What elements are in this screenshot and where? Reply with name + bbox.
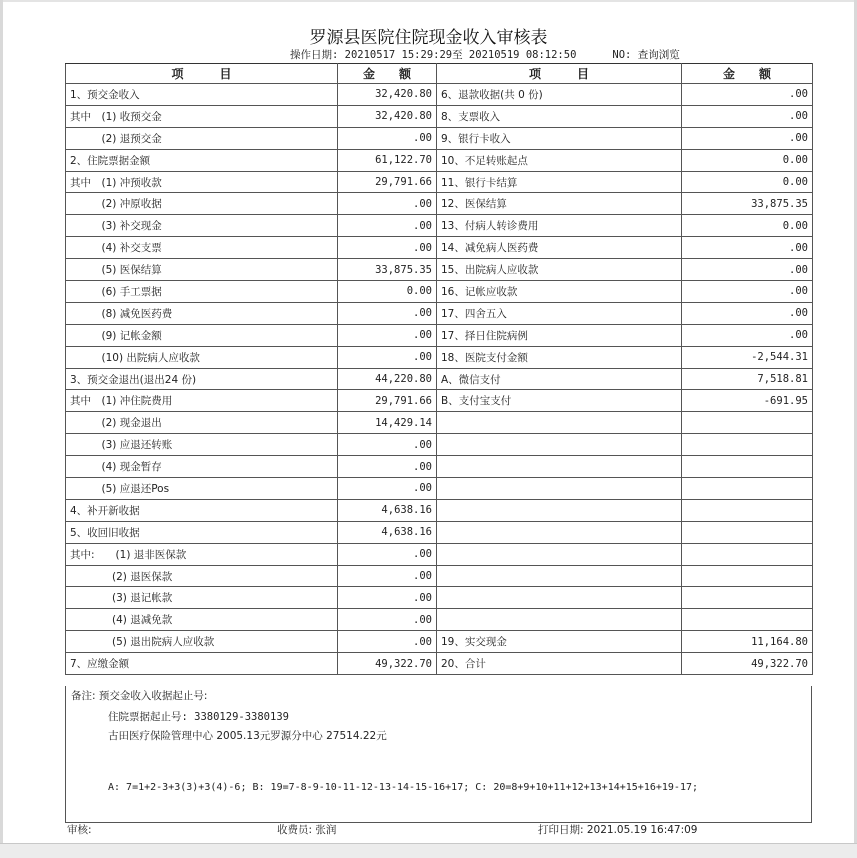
amount-right: .00 [682,84,813,106]
amount-left: 49,322.70 [338,653,437,675]
item-right: 17、择日住院病例 [437,324,682,346]
footer-print-date: 打印日期: 2021.05.19 16:47:09 [538,824,698,836]
table-row [66,193,813,215]
table-row [66,631,813,653]
amount-left: 4,638.16 [338,521,437,543]
table-row [66,149,813,171]
item-right [437,521,682,543]
amount-right [682,456,813,478]
amount-right [682,521,813,543]
amount-left: 32,420.80 [338,105,437,127]
table-row [66,302,813,324]
amount-left: 44,220.80 [338,368,437,390]
item-right [437,609,682,631]
item-right [437,543,682,565]
table-row [66,368,813,390]
viewer-status-bar [0,843,857,858]
table-row [66,84,813,106]
item-right: 9、银行卡收入 [437,127,682,149]
amount-right [682,499,813,521]
remarks-receipt-range: 备注: 预交金收入收据起止号: [71,690,208,702]
amount-right [682,412,813,434]
amount-left: .00 [338,587,437,609]
amount-right [682,609,813,631]
amount-left: .00 [338,215,437,237]
table-row [66,609,813,631]
remarks-invoice-range: 住院票据起止号: 3380129-3380139 [108,711,289,723]
item-right [437,456,682,478]
audit-table [65,63,813,675]
amount-left: .00 [338,346,437,368]
item-right: 8、支票收入 [437,105,682,127]
item-left: 其中: (1) 退非医保款 [66,543,338,565]
table-row [66,127,813,149]
amount-right: 11,164.80 [682,631,813,653]
amount-left: .00 [338,127,437,149]
table-row [66,171,813,193]
amount-right [682,543,813,565]
item-left: (4) 补交支票 [66,237,338,259]
amount-right [682,565,813,587]
item-right: 12、医保结算 [437,193,682,215]
item-left: 2、住院票据金额 [66,149,338,171]
amount-right: 0.00 [682,215,813,237]
amount-left: .00 [338,631,437,653]
item-right: 15、出院病人应收款 [437,259,682,281]
amount-right: .00 [682,127,813,149]
report-title: 罗源县医院住院现金收入审核表 [309,28,548,48]
report-subheader [290,47,680,62]
amount-left: .00 [338,434,437,456]
amount-left: .00 [338,193,437,215]
amount-left: 32,420.80 [338,84,437,106]
table-row [66,521,813,543]
item-right: 13、付病人转诊费用 [437,215,682,237]
item-right [437,412,682,434]
item-right: 14、减免病人医药费 [437,237,682,259]
audit-table-body [66,64,813,675]
amount-right: 7,518.81 [682,368,813,390]
amount-left: .00 [338,543,437,565]
amount-left: 0.00 [338,281,437,303]
table-row [66,565,813,587]
amount-left: 4,638.16 [338,499,437,521]
footer-cashier: 收费员: 张润 [277,824,337,836]
item-left: (2) 现金退出 [66,412,338,434]
table-row [66,259,813,281]
item-left: (2) 退预交金 [66,127,338,149]
item-right: A、微信支付 [437,368,682,390]
amount-left: 29,791.66 [338,390,437,412]
header-amount-right: 金 额 [682,64,813,84]
item-right: 20、合计 [437,653,682,675]
table-row [66,478,813,500]
amount-right: -2,544.31 [682,346,813,368]
amount-left: .00 [338,324,437,346]
item-left: (8) 减免医药费 [66,302,338,324]
item-left: (2) 退医保款 [66,565,338,587]
item-left: (3) 应退还转账 [66,434,338,456]
item-left: 3、预交金退出(退出24 份) [66,368,338,390]
table-row [66,543,813,565]
item-left: (5) 应退还Pos [66,478,338,500]
item-left: 其中 (1) 冲住院费用 [66,390,338,412]
item-right: 18、医院支付金额 [437,346,682,368]
item-left: (6) 手工票据 [66,281,338,303]
item-left: (4) 现金暂存 [66,456,338,478]
amount-right: .00 [682,237,813,259]
remarks-section [65,686,812,823]
amount-right: .00 [682,302,813,324]
amount-left: .00 [338,609,437,631]
amount-left: .00 [338,456,437,478]
amount-right: .00 [682,281,813,303]
amount-left: .00 [338,302,437,324]
table-row [66,499,813,521]
item-right [437,587,682,609]
item-left: 1、预交金收入 [66,84,338,106]
amount-right [682,587,813,609]
item-left: (2) 冲原收据 [66,193,338,215]
amount-right [682,434,813,456]
amount-left: 33,875.35 [338,259,437,281]
item-left: (9) 记帐金额 [66,324,338,346]
item-right: 6、退款收据(共 0 份) [437,84,682,106]
table-row [66,215,813,237]
item-left: (10) 出院病人应收款 [66,346,338,368]
item-left: 其中 (1) 冲预收款 [66,171,338,193]
amount-left: .00 [338,237,437,259]
table-row [66,105,813,127]
table-row [66,412,813,434]
table-row [66,281,813,303]
amount-right: 0.00 [682,171,813,193]
item-right: 19、实交现金 [437,631,682,653]
item-right: 11、银行卡结算 [437,171,682,193]
item-right: 17、四舍五入 [437,302,682,324]
table-row [66,653,813,675]
amount-right: 0.00 [682,149,813,171]
amount-left: 14,429.14 [338,412,437,434]
header-item-left: 项 目 [66,64,338,84]
remarks-insurance-center: 古田医疗保险管理中心 2005.13元罗源分中心 27514.22元 [108,730,387,742]
item-left: 5、收回旧收据 [66,521,338,543]
item-left: 其中 (1) 收预交金 [66,105,338,127]
amount-right: 49,322.70 [682,653,813,675]
table-row [66,390,813,412]
amount-right: -691.95 [682,390,813,412]
operation-date-range: 操作日期: 20210517 15:29:29至 20210519 08:12:50 [290,49,577,61]
table-header-row [66,64,813,84]
table-row [66,456,813,478]
amount-right: .00 [682,324,813,346]
item-right: B、支付宝支付 [437,390,682,412]
amount-right: 33,875.35 [682,193,813,215]
item-right: 10、不足转账起点 [437,149,682,171]
header-item-right: 项 目 [437,64,682,84]
amount-left: .00 [338,565,437,587]
amount-right: .00 [682,259,813,281]
item-left: (3) 退记帐款 [66,587,338,609]
footer-auditor: 审核: [67,824,92,836]
amount-left: 61,122.70 [338,149,437,171]
table-row [66,346,813,368]
table-row [66,434,813,456]
item-left: 7、应缴金额 [66,653,338,675]
report-number: NO: 查询浏览 [612,49,680,61]
table-row [66,237,813,259]
amount-right [682,478,813,500]
item-right [437,478,682,500]
amount-left: 29,791.66 [338,171,437,193]
table-row [66,587,813,609]
item-left: (5) 退出院病人应收款 [66,631,338,653]
item-left: (4) 退减免款 [66,609,338,631]
item-right [437,565,682,587]
header-amount-left: 金 额 [338,64,437,84]
item-right [437,434,682,456]
item-left: (5) 医保结算 [66,259,338,281]
amount-right: .00 [682,105,813,127]
amount-left: .00 [338,478,437,500]
table-row [66,324,813,346]
item-right: 16、记帐应收款 [437,281,682,303]
item-left: 4、补开新收据 [66,499,338,521]
item-left: (3) 补交现金 [66,215,338,237]
remarks-formula: A: 7=1+2-3+3(3)+3(4)-6; B: 19=7-8-9-10-11-12-13-14-15-16+17; C: 20=8+9+10+11+12+13+14+15+16+19-17; [108,782,699,793]
item-right [437,499,682,521]
